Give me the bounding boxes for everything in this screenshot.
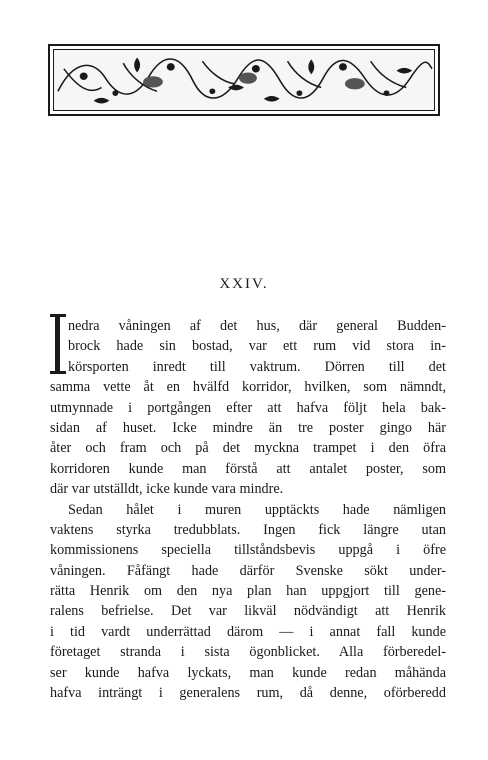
text-line: nedra våningen af det hus, där general Budden-: [68, 318, 446, 334]
ornament-panel: [53, 49, 435, 111]
text-line: kommissionens speciella tillståndsbevis uppgå i öfre: [50, 542, 446, 559]
text-line: körsporten inredt till vaktrum. Dörren till det: [68, 358, 446, 375]
chapter-heading: XXIV.: [219, 276, 269, 292]
text-line: företaget stranda i sista ögonblicket. Alla förberedel-: [50, 644, 446, 661]
text-line: sidan af huset. Icke mindre än tre poster gingo här: [50, 419, 446, 436]
text-line: ralens befrielse. Det var likväl nödvändigt att Henrik: [50, 603, 446, 620]
text-line: våningen. Fåfängt hade därför Svenske sökt under-: [50, 562, 446, 579]
text-line: hafva inträngt i generalens rum, då denne, oförberedd: [50, 685, 446, 702]
text-line: där var utställdt, icke kunde vara mindre.: [50, 481, 284, 498]
text-line: samma vette åt en hvälfd korridor, hvilken, som nämndt,: [50, 379, 446, 396]
text-line: i tid vardt underrättad därom — i annat fall kunde: [50, 623, 446, 640]
text-line: rätta Henrik om den nya plan han uppgjort till gene-: [50, 583, 446, 600]
text-line: ser kunde hafva lyckats, man kunde redan måhända: [50, 664, 446, 681]
chapter-body: [50, 316, 446, 703]
text-line: brock hade sin bostad, var ett rum vid stora in-: [68, 338, 446, 355]
ornamental-headpiece: [48, 44, 440, 116]
text-line: Sedan hålet i muren upptäckts hade nämligen: [68, 501, 446, 518]
text-line: korridoren kunde man förstå att antalet poster, som: [50, 460, 446, 477]
text-line: vaktens styrka tredubblats. Ingen fick längre utan: [50, 521, 446, 538]
text-line: utmynnade i portgången efter att hafva följt hela bak-: [50, 399, 446, 416]
text-line: åter och fram och på det myckna trampet i den öfra: [50, 440, 446, 457]
foliage-ornament-icon: [54, 50, 434, 110]
